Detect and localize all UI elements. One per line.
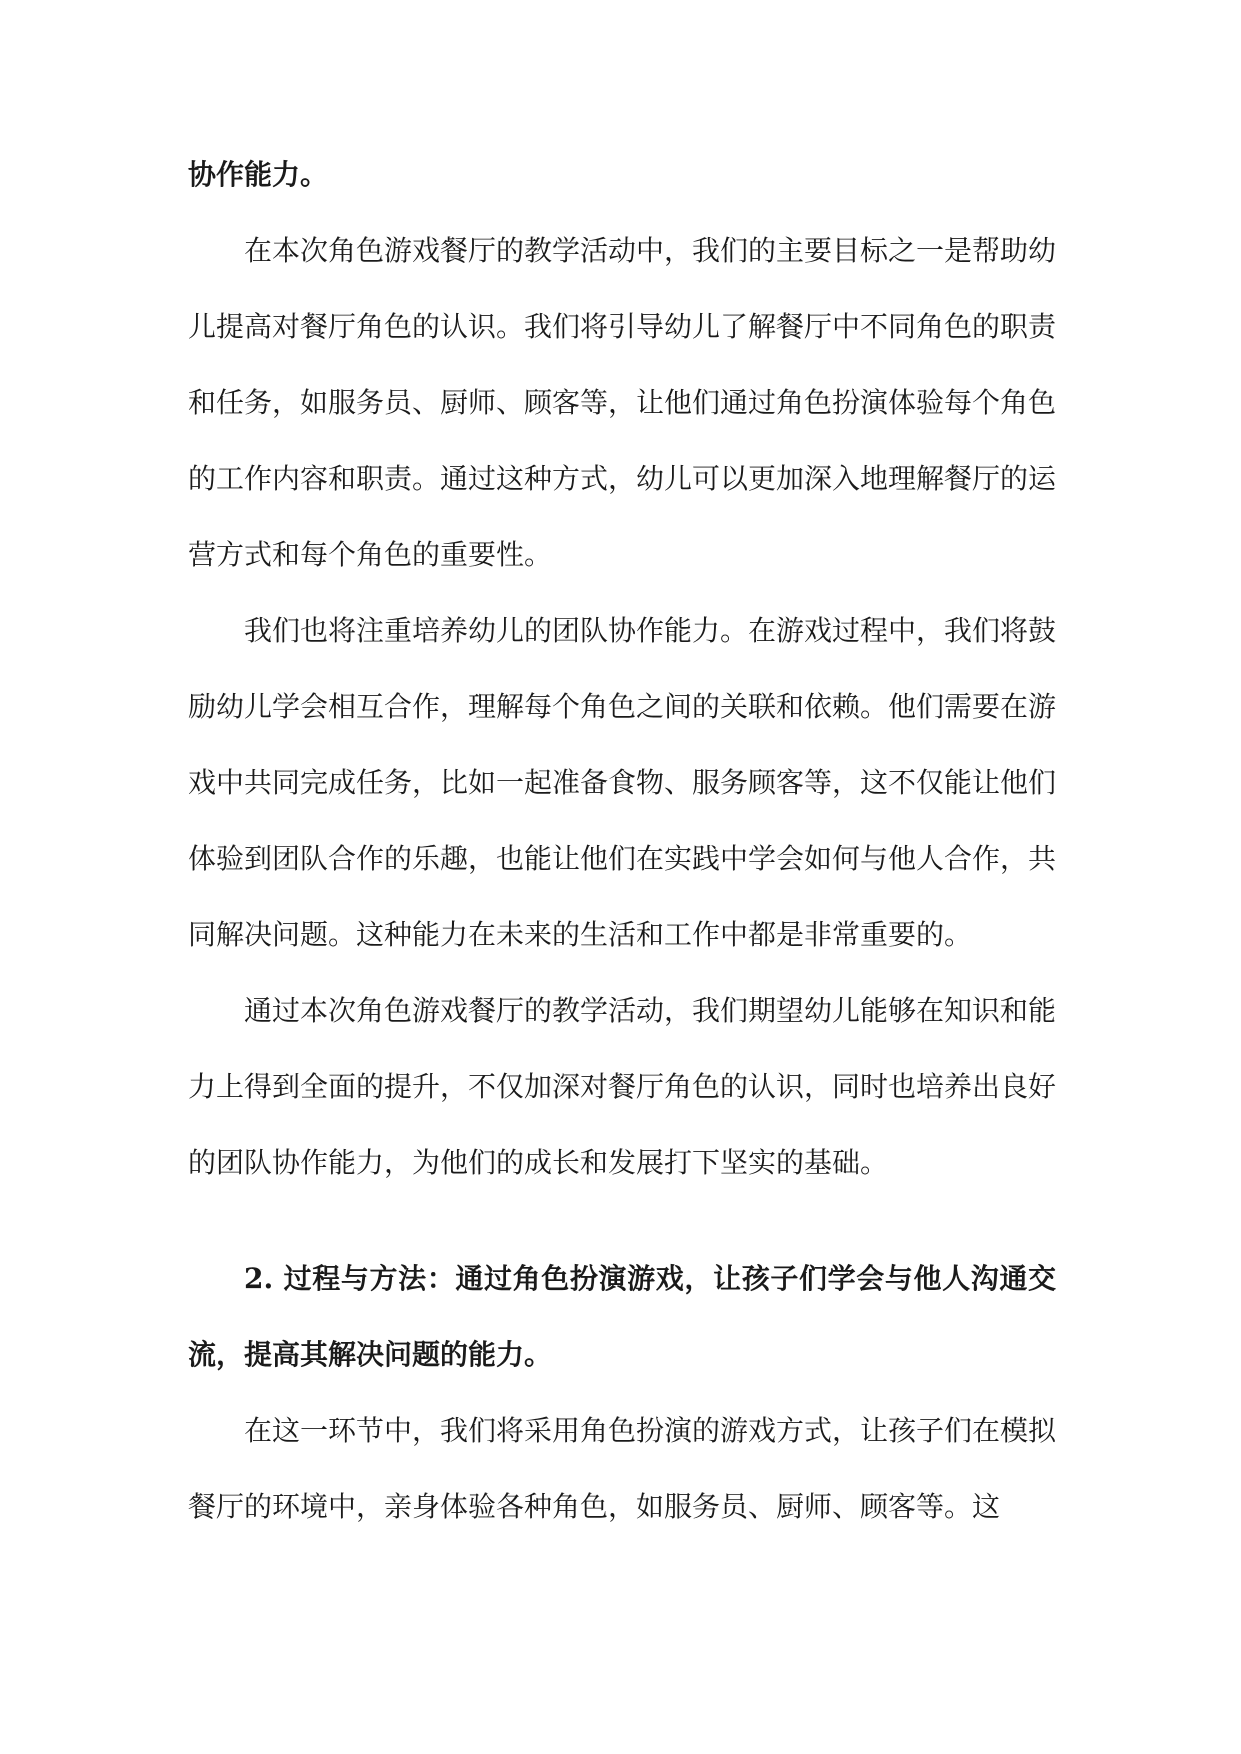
paragraph-continuation: 协作能力。 (188, 158, 329, 191)
paragraph-role-play: 在这一环节中，我们将采用角色扮演的游戏方式，让孩子们在模拟餐厅的环境中，亲身体验各种角色，如服务员、厨师、顾客等。这 (188, 1414, 1057, 1523)
document-body (188, 137, 1056, 1545)
paragraph-teamwork: 我们也将注重培养幼儿的团队协作能力。在游戏过程中，我们将鼓励幼儿学会相互合作，理解每个角色之间的关联和依赖。他们需要在游戏中共同完成任务，比如一起准备食物、服务顾客等，这不仅能让他们体验到团队合作的乐趣，也能让他们在实践中学会如何与他人合作，共同解决问题。这种能力在未来的生活和工作中都是非常重要的。 (188, 614, 1057, 951)
paragraph-expectation: 通过本次角色游戏餐厅的教学活动，我们期望幼儿能够在知识和能力上得到全面的提升，不仅加深对餐厅角色的认识，同时也培养出良好的团队协作能力，为他们的成长和发展打下坚实的基础。 (188, 994, 1057, 1179)
paragraph-role-awareness: 在本次角色游戏餐厅的教学活动中，我们的主要目标之一是帮助幼儿提高对餐厅角色的认识。我们将引导幼儿了解餐厅中不同角色的职责和任务，如服务员、厨师、顾客等，让他们通过角色扮演体验每个角色的工作内容和职责。通过这种方式，幼儿可以更加深入地理解餐厅的运营方式和每个角色的重要性。 (188, 234, 1057, 571)
section-heading-process-method: 2. 过程与方法：通过角色扮演游戏，让孩子们学会与他人沟通交流，提高其解决问题的能力。 (188, 1262, 1056, 1371)
